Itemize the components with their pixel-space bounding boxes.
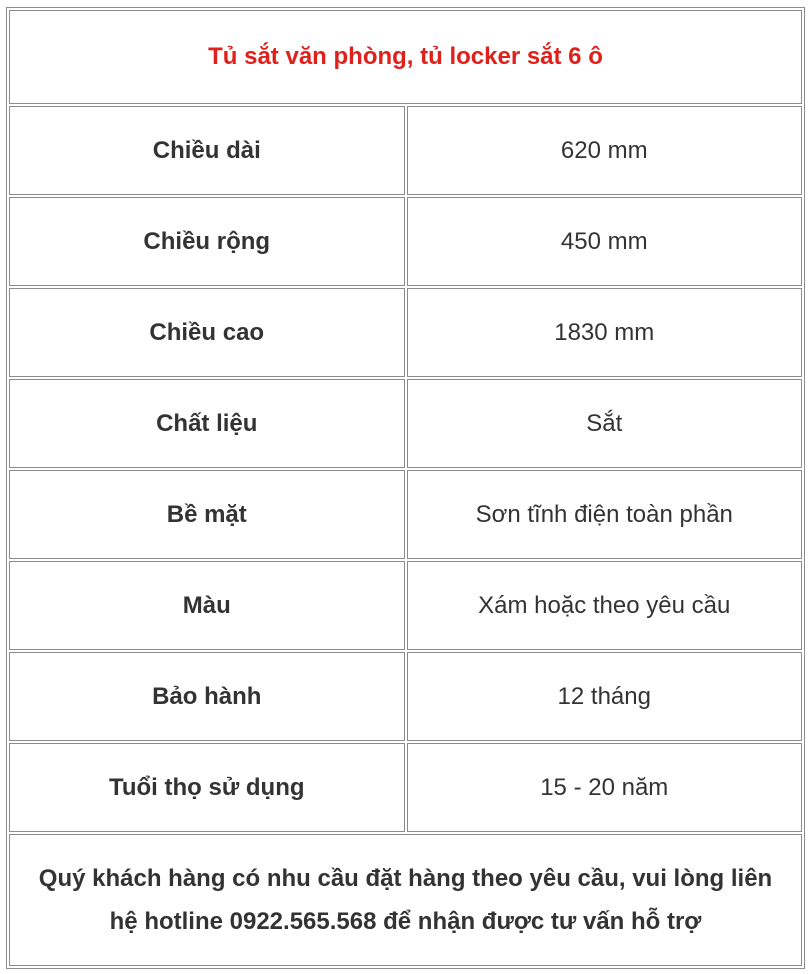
- spec-value-length: 620 mm: [407, 106, 803, 195]
- table-title: Tủ sắt văn phòng, tủ locker sắt 6 ô: [9, 10, 802, 104]
- contact-note-line-2: hệ hotline 0922.565.568 để nhận được tư vấn hỗ trợ: [109, 908, 702, 935]
- spec-label-surface: Bề mặt: [9, 470, 405, 559]
- table-row: [9, 197, 802, 286]
- spec-label-lifespan: Tuổi thọ sử dụng: [9, 743, 405, 832]
- spec-label-warranty: Bảo hành: [9, 652, 405, 741]
- table-row: [9, 470, 802, 559]
- spec-value-color: Xám hoặc theo yêu cầu: [407, 561, 803, 650]
- spec-value-width: 450 mm: [407, 197, 803, 286]
- spec-label-width: Chiều rộng: [9, 197, 405, 286]
- table-row: [9, 561, 802, 650]
- product-spec-table: [6, 7, 805, 969]
- contact-note: [9, 834, 802, 966]
- footer-row: [9, 834, 802, 966]
- spec-label-color: Màu: [9, 561, 405, 650]
- spec-value-height: 1830 mm: [407, 288, 803, 377]
- table-row: [9, 743, 802, 832]
- spec-label-material: Chất liệu: [9, 379, 405, 468]
- table-row: [9, 652, 802, 741]
- title-row: [9, 10, 802, 104]
- contact-note-line-1: Quý khách hàng có nhu cầu đặt hàng theo yêu cầu, vui lòng liên: [38, 865, 773, 892]
- spec-label-height: Chiều cao: [9, 288, 405, 377]
- table-row: [9, 106, 802, 195]
- table-row: [9, 288, 802, 377]
- spec-label-length: Chiều dài: [9, 106, 405, 195]
- spec-value-surface: Sơn tĩnh điện toàn phần: [407, 470, 803, 559]
- spec-value-lifespan: 15 - 20 năm: [407, 743, 803, 832]
- spec-value-material: Sắt: [407, 379, 803, 468]
- table-row: [9, 379, 802, 468]
- spec-value-warranty: 12 tháng: [407, 652, 803, 741]
